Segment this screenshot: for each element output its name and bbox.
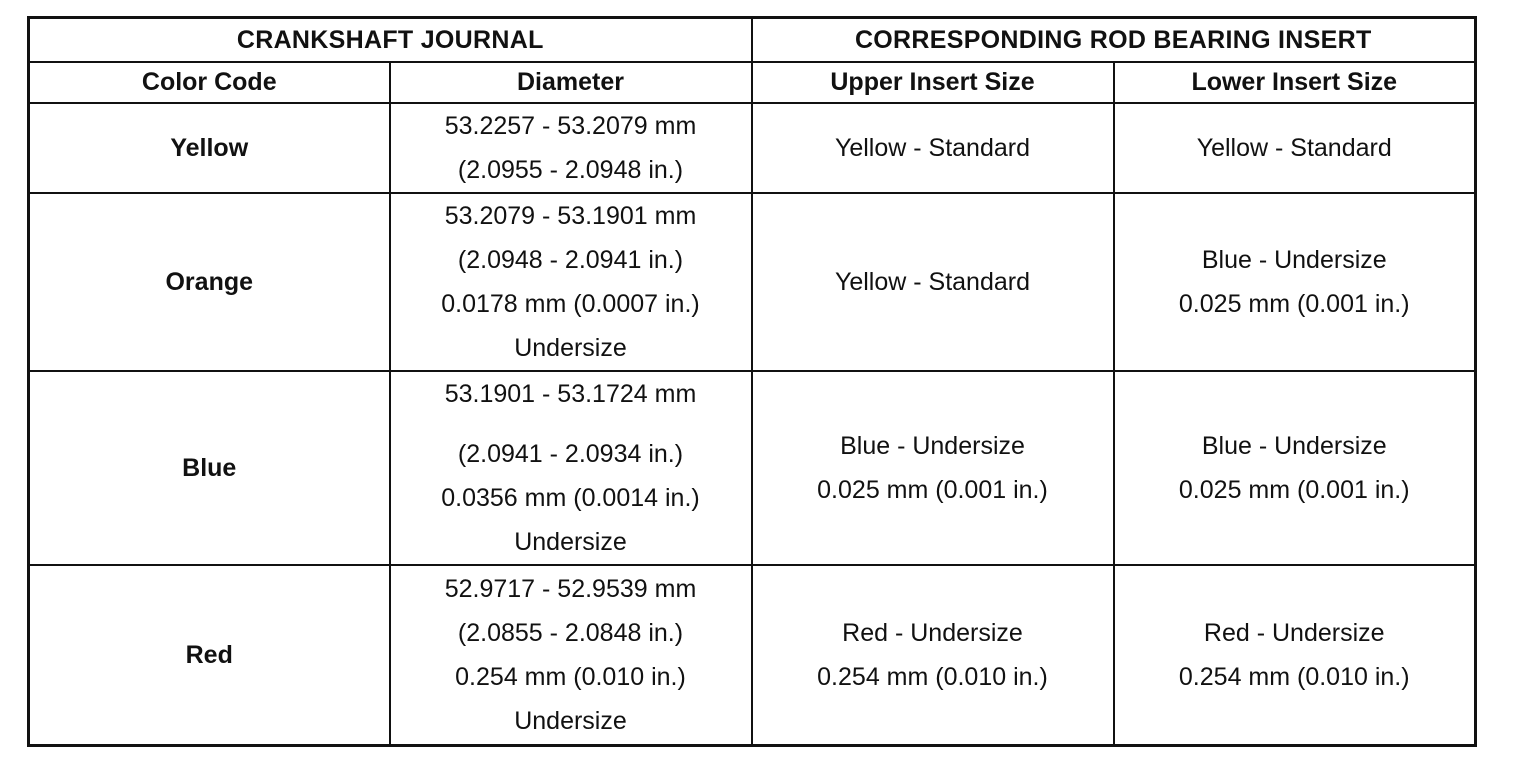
upper-insert-cell <box>752 371 1114 565</box>
diameter-line: 0.254 mm (0.010 in.) <box>455 663 686 691</box>
lower-insert-line: Yellow - Standard <box>1196 134 1392 162</box>
lower-insert-cell <box>1114 565 1476 746</box>
diameter-line: (2.0855 - 2.0848 in.) <box>457 619 684 647</box>
lower-insert-line: 0.025 mm (0.001 in.) <box>1178 290 1410 318</box>
upper-insert-line: 0.254 mm (0.010 in.) <box>817 663 1048 691</box>
upper-insert-size-header: Upper Insert Size <box>752 62 1114 103</box>
diameter-line: (2.0955 - 2.0948 in.) <box>457 156 684 184</box>
table-row <box>29 371 1476 565</box>
crankshaft-journal-header: CRANKSHAFT JOURNAL <box>29 18 752 63</box>
table-row <box>29 193 1476 371</box>
lower-insert-line: Blue - Undersize <box>1201 432 1387 460</box>
diameter-cell <box>390 103 752 193</box>
diameter-cell <box>390 193 752 371</box>
diameter-line: Undersize <box>514 334 627 362</box>
upper-insert-line: Red - Undersize <box>842 619 1023 647</box>
lower-insert-line: Blue - Undersize <box>1201 246 1387 274</box>
upper-insert-line: 0.025 mm (0.001 in.) <box>817 476 1048 504</box>
lower-insert-line: 0.025 mm (0.001 in.) <box>1178 476 1410 504</box>
lower-insert-cell <box>1114 103 1476 193</box>
lower-insert-size-header: Lower Insert Size <box>1114 62 1476 103</box>
diameter-line: 53.2257 - 53.2079 mm <box>444 112 697 140</box>
upper-insert-cell <box>752 565 1114 746</box>
upper-insert-cell <box>752 103 1114 193</box>
lower-insert-line: Red - Undersize <box>1203 619 1385 647</box>
diameter-line: 52.9717 - 52.9539 mm <box>444 575 697 603</box>
lower-insert-line: 0.254 mm (0.010 in.) <box>1178 663 1410 691</box>
upper-insert-line: Yellow - Standard <box>834 134 1031 162</box>
group-header-row <box>29 18 1476 63</box>
diameter-line: (2.0948 - 2.0941 in.) <box>457 246 684 274</box>
bearing-selection-table <box>27 16 1477 747</box>
table-row <box>29 565 1476 746</box>
diameter-cell <box>390 371 752 565</box>
diameter-cell <box>390 565 752 746</box>
diameter-line: (2.0941 - 2.0934 in.) <box>457 440 684 468</box>
color-code-cell: Orange <box>29 193 390 371</box>
column-header-row <box>29 62 1476 103</box>
rod-bearing-insert-header: CORRESPONDING ROD BEARING INSERT <box>752 18 1476 63</box>
lower-insert-cell <box>1114 371 1476 565</box>
diameter-line: Undersize <box>514 707 627 735</box>
diameter-header: Diameter <box>390 62 752 103</box>
diameter-line: Undersize <box>514 528 627 556</box>
diameter-line: 53.1901 - 53.1724 mm <box>444 380 697 408</box>
color-code-cell: Blue <box>29 371 390 565</box>
upper-insert-line: Yellow - Standard <box>834 268 1031 296</box>
upper-insert-line: Blue - Undersize <box>840 432 1025 460</box>
diameter-line: 0.0178 mm (0.0007 in.) <box>441 290 700 318</box>
lower-insert-cell <box>1114 193 1476 371</box>
table-row <box>29 103 1476 193</box>
color-code-cell: Red <box>29 565 390 746</box>
diameter-line: 53.2079 - 53.1901 mm <box>444 202 697 230</box>
upper-insert-cell <box>752 193 1114 371</box>
color-code-header: Color Code <box>29 62 390 103</box>
color-code-cell: Yellow <box>29 103 390 193</box>
diameter-line: 0.0356 mm (0.0014 in.) <box>441 484 700 512</box>
